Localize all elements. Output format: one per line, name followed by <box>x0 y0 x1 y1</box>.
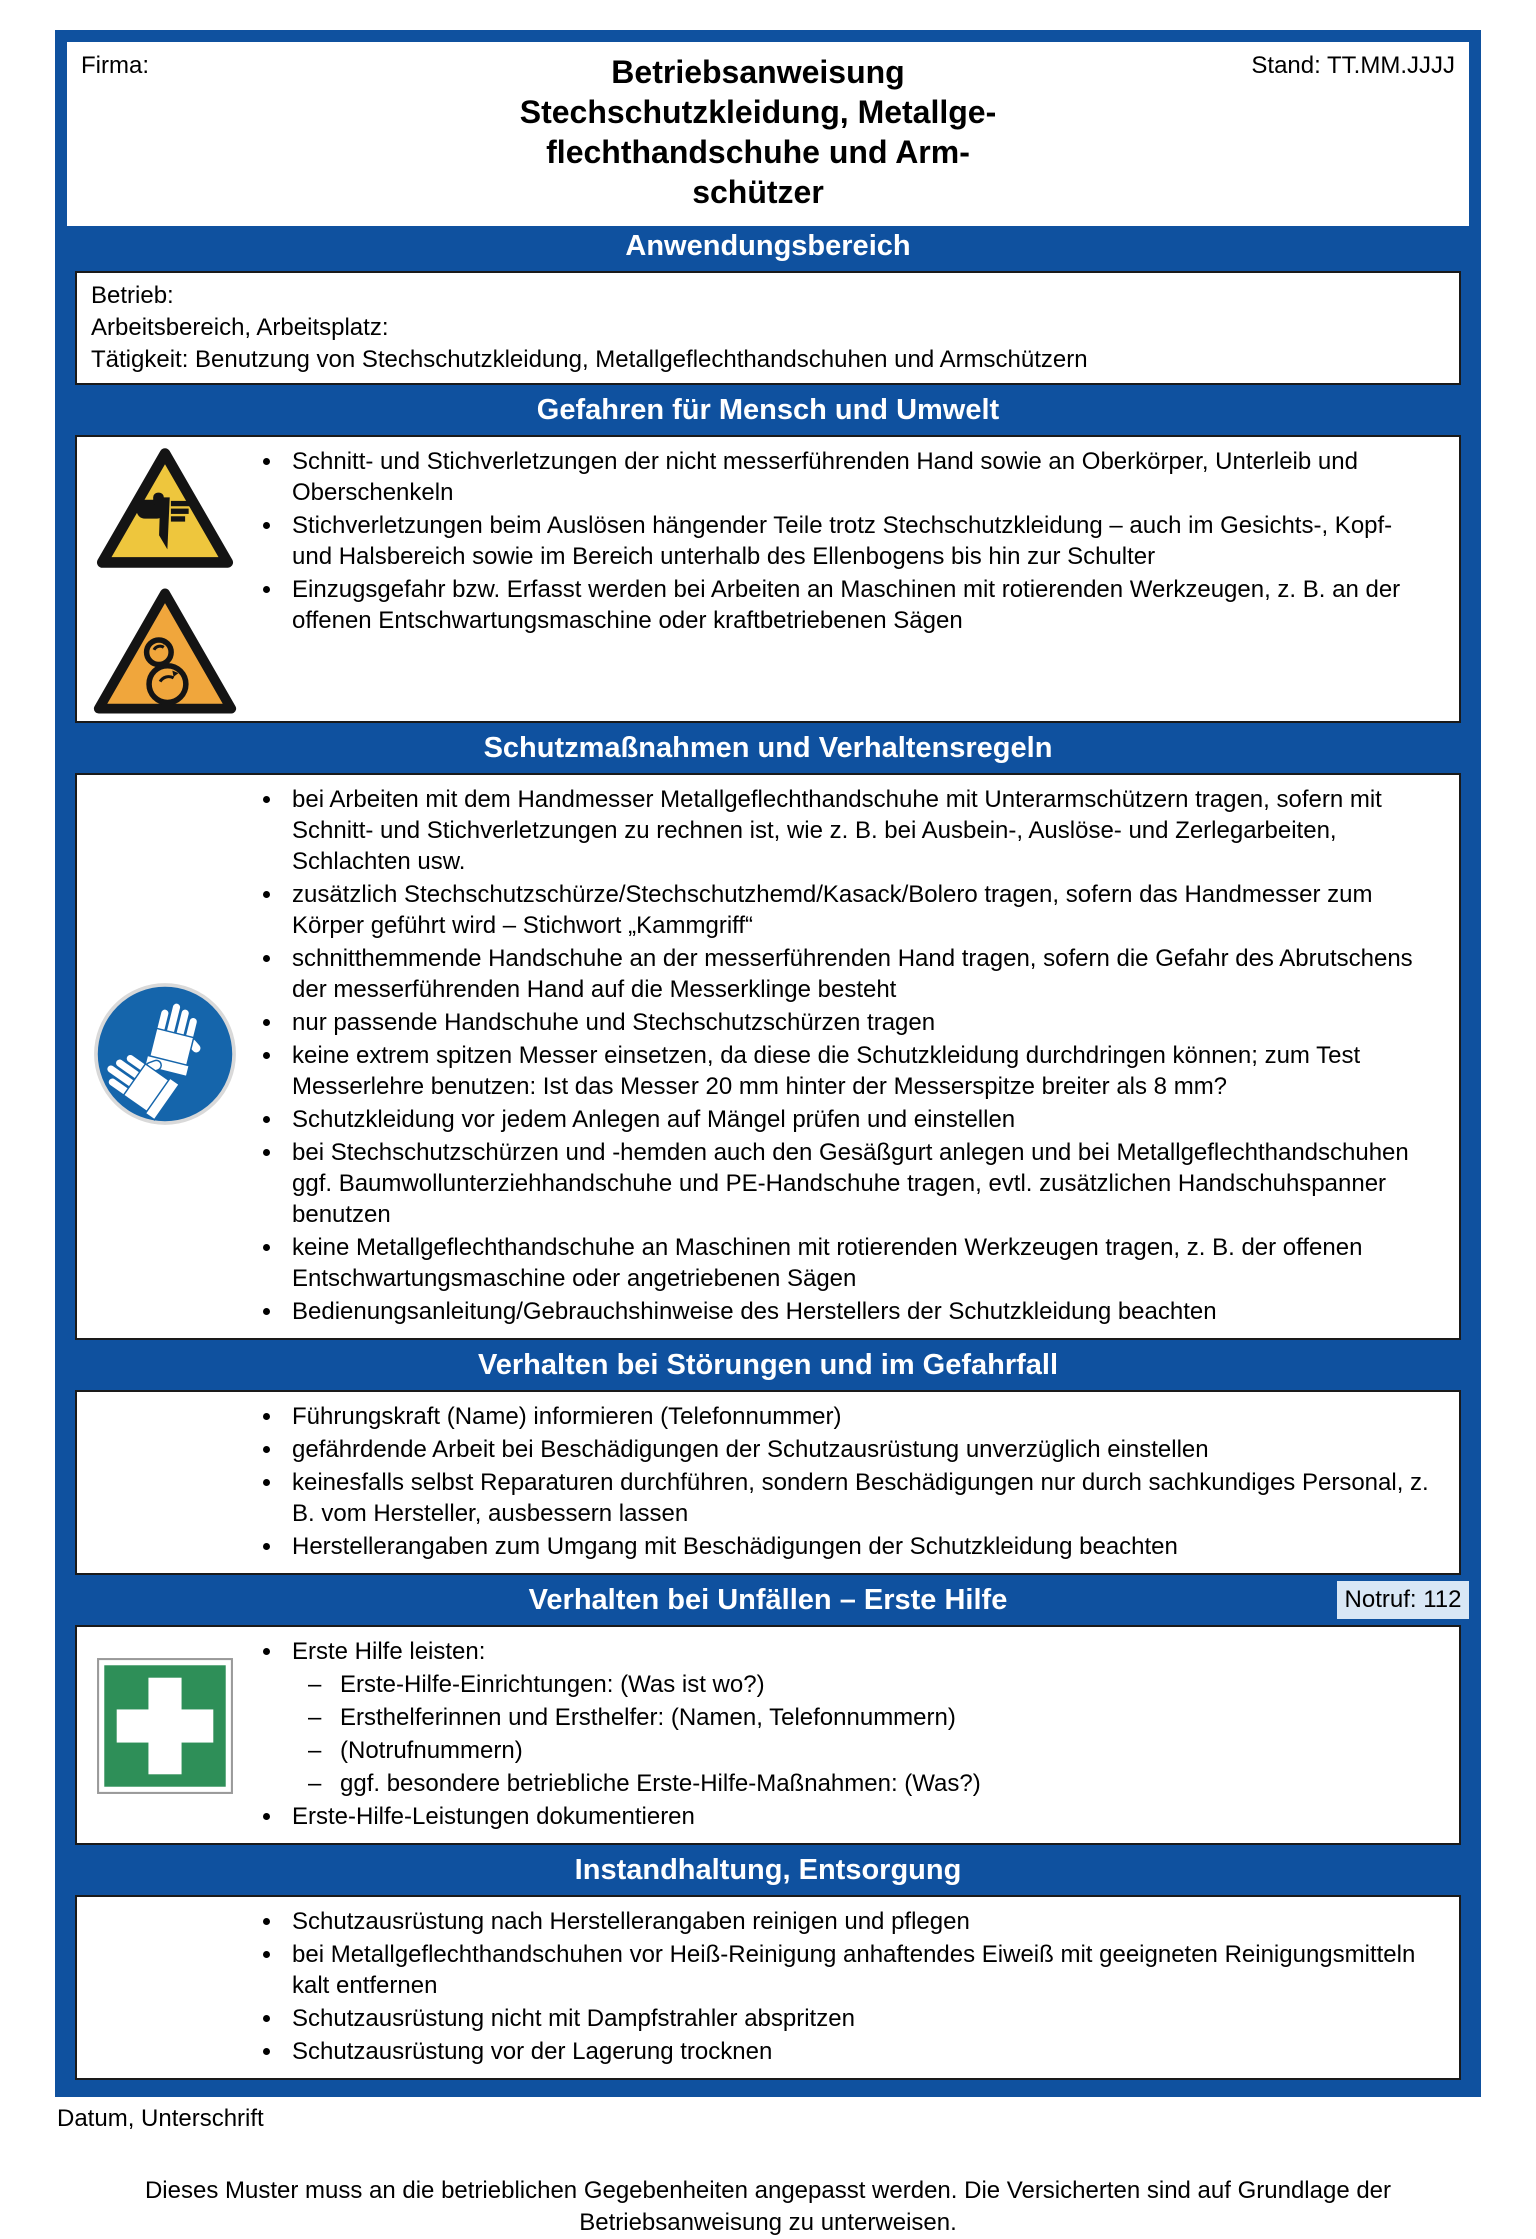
bullet-item: • keinesfalls selbst Reparaturen durchführen, sondern Beschädigungen nur durch sachkundiges Personal, z. B. vom Hersteller, ausbessern lassen <box>284 1467 1433 1529</box>
stoerungen-box <box>75 1390 1461 1575</box>
section-title: Verhalten bei Unfällen – Erste Hilfe <box>528 1583 1008 1616</box>
bullet-item: • keine extrem spitzen Messer einsetzen, da diese die Schutzkleidung durchdringen können; zum Test Messerlehre benutzen: Ist das Messer 20 mm hinter der Messerspitze breiter als 8 mm? <box>284 1040 1433 1102</box>
schutzmassnahmen-bullet-list <box>252 775 1459 1338</box>
bullet-item: • Schutzausrüstung nach Herstellerangaben reinigen und pflegen <box>284 1906 1433 1937</box>
section-title: Instandhaltung, Entsorgung <box>574 1853 962 1886</box>
sub-item: – Erste-Hilfe-Einrichtungen: (Was ist wo?) <box>308 1669 1433 1700</box>
section-header-instandhaltung <box>67 1850 1469 1890</box>
bullet-item: • Schutzkleidung vor jedem Anlegen auf Mängel prüfen und einstellen <box>284 1104 1433 1135</box>
instandhaltung-box <box>75 1895 1461 2080</box>
schutzmassnahmen-box <box>75 773 1461 1340</box>
signature-label: Datum, Unterschrift <box>57 2105 264 2132</box>
sub-item: – ggf. besondere betriebliche Erste-Hilfe-Maßnahmen: (Was?) <box>308 1768 1433 1799</box>
footer-note: Dieses Muster muss an die betrieblichen Gegebenheiten angepasst werden. Die Versicherten sind auf Grundlage der Betriebsanweisung zu unterweisen. <box>144 2177 1392 2236</box>
document-header <box>67 42 1469 226</box>
bullet-item: • Einzugsgefahr bzw. Erfasst werden bei Arbeiten an Maschinen mit rotierenden Werkzeugen, z. B. an der offenen Entschwartungsmaschine oder kraftbetriebenen Sägen <box>284 574 1433 636</box>
section-header-gefahren <box>67 390 1469 430</box>
schutzmassnahmen-icon-column <box>77 775 252 1338</box>
stand-label: Stand: TT.MM.JJJJ <box>1251 52 1455 79</box>
bullet-item: • gefährdende Arbeit bei Beschädigungen der Schutzausrüstung unverzüglich einstellen <box>284 1434 1433 1465</box>
section-header-schutzmassnahmen <box>67 728 1469 768</box>
section-title: Gefahren für Mensch und Umwelt <box>536 393 1000 426</box>
sharp-element-warning-icon <box>94 445 236 576</box>
bullet-item: • bei Arbeiten mit dem Handmesser Metallgeflechthandschuhe mit Unterarmschützern tragen, sofern mit Schnitt- und Stichverletzungen zu rechnen ist, wie z. B. bei Ausbein-, Auslöse- und Zerlegarbeiten, Schlachten usw. <box>284 784 1433 877</box>
notruf-badge: Notruf: 112 <box>1337 1581 1469 1619</box>
first-aid-icon <box>96 1657 234 1800</box>
section-header-stoerungen <box>67 1345 1469 1385</box>
section-title: Anwendungsbereich <box>625 229 911 262</box>
bullet-item: • Erste Hilfe leisten: <box>284 1636 1433 1667</box>
taetigkeit-line: Tätigkeit: Benutzung von Stechschutzkleidung, Metallgeflechthandschuhen und Armschützern <box>91 346 1088 373</box>
section-title: Verhalten bei Störungen und im Gefahrfall <box>477 1348 1059 1381</box>
erste-hilfe-sub-list <box>284 1669 1433 1799</box>
betrieb-line: Betrieb: <box>91 282 174 309</box>
sub-item: – (Notrufnummern) <box>308 1735 1433 1766</box>
bullet-item: • Schutzausrüstung nicht mit Dampfstrahler abspritzen <box>284 2003 1433 2034</box>
firma-label: Firma: <box>81 52 149 79</box>
sub-item: – Ersthelferinnen und Ersthelfer: (Namen, Telefonnummern) <box>308 1702 1433 1733</box>
bullet-item: • Schutzausrüstung vor der Lagerung trocknen <box>284 2036 1433 2067</box>
page-title <box>361 52 1155 212</box>
bullet-item: • bei Stechschutzschürzen und -hemden auch den Gesäßgurt anlegen und bei Metallgeflechthandschuhen ggf. Baumwollunterziehhandschuhe und PE-Handschuhe tragen, evtl. zusätzlichen Handschuhspanner benutzen <box>284 1137 1433 1230</box>
bullet-item: • schnitthemmende Handschuhe an der messerführenden Hand tragen, sofern die Gefahr des Abrutschens der messerführenden Hand auf die Messerklinge besteht <box>284 943 1433 1005</box>
title-line-1: Betriebsanweisung <box>611 54 905 90</box>
section-title: Schutzmaßnahmen und Verhaltensregeln <box>483 731 1053 764</box>
bullet-item: • Stichverletzungen beim Auslösen hängender Teile trotz Stechschutzkleidung – auch im Gesichts-, Kopf- und Halsbereich sowie im Bereich unterhalb des Ellenbogens bis hin zur Schulter <box>284 510 1433 572</box>
title-line-2: Stechschutzkleidung, Metallge- <box>519 94 997 130</box>
unfaelle-icon-column <box>77 1627 252 1843</box>
gefahren-icon-column <box>77 437 252 721</box>
title-line-4: schützer <box>692 174 824 210</box>
bullet-item: • zusätzlich Stechschutzschürze/Stechschutzhemd/Kasack/Bolero tragen, sofern das Handmesser zum Körper geführt wird – Stichwort „Kammgriff“ <box>284 879 1433 941</box>
bullet-item: • Herstellerangaben zum Umgang mit Beschädigungen der Schutzkleidung beachten <box>284 1531 1433 1562</box>
instruction-sheet-frame <box>55 30 1481 2097</box>
bullet-item: • bei Metallgeflechthandschuhen vor Heiß-Reinigung anhaftendes Eiweiß mit geeigneten Reinigungsmitteln kalt entfernen <box>284 1939 1433 2001</box>
anwendungsbereich-box <box>75 271 1461 385</box>
unfaelle-bullet-list <box>252 1627 1459 1843</box>
bullet-item: • Schnitt- und Stichverletzungen der nicht messerführenden Hand sowie an Oberkörper, Unterleib und Oberschenkeln <box>284 446 1433 508</box>
section-header-unfaelle <box>67 1580 1469 1620</box>
section-header-anwendungsbereich <box>67 226 1469 266</box>
bullet-item: • Erste-Hilfe-Leistungen dokumentieren <box>284 1801 1433 1832</box>
left-spacer <box>77 1392 252 1573</box>
bullet-item: • Bedienungsanleitung/Gebrauchshinweise des Herstellers der Schutzkleidung beachten <box>284 1296 1433 1327</box>
bullet-item: • keine Metallgeflechthandschuhe an Maschinen mit rotierenden Werkzeugen tragen, z. B. der offenen Entschwartungsmaschine oder angetriebenen Sägen <box>284 1232 1433 1294</box>
left-spacer <box>77 1897 252 2078</box>
bullet-item: • Führungskraft (Name) informieren (Telefonnummer) <box>284 1401 1433 1432</box>
bullet-item: • nur passende Handschuhe und Stechschutzschürzen tragen <box>284 1007 1433 1038</box>
gefahren-box <box>75 435 1461 723</box>
gloves-mandatory-icon <box>91 980 239 1133</box>
arbeitsbereich-line: Arbeitsbereich, Arbeitsplatz: <box>91 314 389 341</box>
drawing-in-hazard-warning-icon <box>91 586 239 721</box>
stoerungen-bullet-list <box>252 1392 1459 1573</box>
unfaelle-box <box>75 1625 1461 1845</box>
instandhaltung-bullet-list <box>252 1897 1459 2078</box>
title-line-3: flechthandschuhe und Arm- <box>546 134 970 170</box>
document-page <box>0 30 1536 2236</box>
gefahren-bullet-list <box>252 437 1459 721</box>
